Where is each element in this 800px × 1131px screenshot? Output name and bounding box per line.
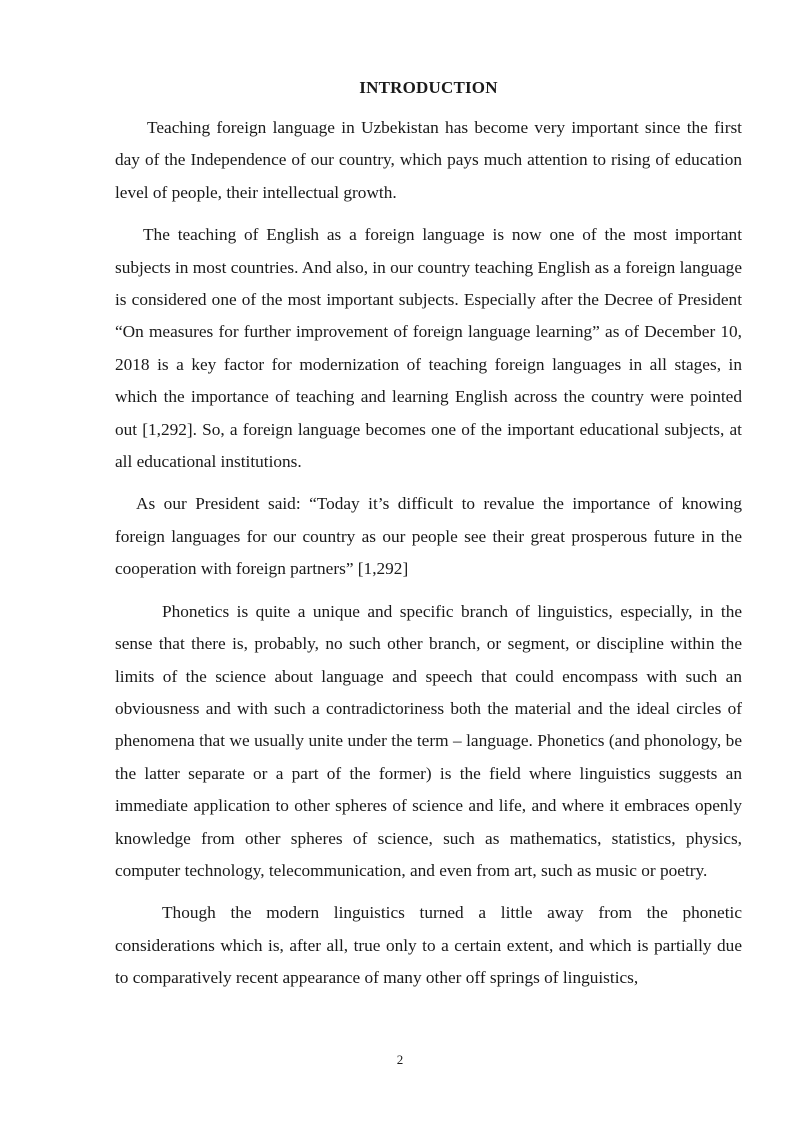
section-heading: INTRODUCTION	[359, 78, 498, 97]
document-page	[115, 78, 742, 995]
paragraph-2: The teaching of English as a foreign language is now one of the most important subjects in most countries. And also, in our country teaching English as a foreign language is considered one of the most important subjects. Especially after the Decree of President “On measures for further improvement of foreign language learning” as of December 10, 2018 is a key factor for modernization of teaching foreign languages in all stages, in which the importance of teaching and learning English across the country were pointed out [1,292]. So, a foreign language becomes one of the important educational subjects, at all educational institutions.	[115, 225, 742, 472]
paragraph-1: Teaching foreign language in Uzbekistan has become very important since the first day of the Independence of our country, which pays much attention to rising of education level of people, their intellectual growth.	[115, 118, 742, 202]
paragraph-3: As our President said: “Today it’s difficult to revalue the importance of knowing foreign languages for our country as our people see their great prosperous future in the cooperation with foreign partners” [1,292]	[115, 494, 742, 579]
page-number: 2	[396, 1052, 404, 1067]
paragraph-5: Though the modern linguistics turned a little away from the phonetic considerations which is, after all, true only to a certain extent, and which is partially due to comparatively recent appearance of many other off springs of linguistics,	[115, 903, 742, 988]
paragraph-4: Phonetics is quite a unique and specific branch of linguistics, especially, in the sense that there is, probably, no such other branch, or segment, or discipline within the limits of the science about language and speech that could encompass with such an obviousness and with such a contradictoriness both the material and the ideal circles of phenomena that we usually unite under the term – language. Phonetics (and phonology, be the latter separate or a part of the former) is the field where linguistics suggests an immediate application to other spheres of science and life, and where it embraces openly knowledge from other spheres of science, such as mathematics, statistics, physics, computer technology, telecommunication, and even from art, such as music or poetry.	[115, 601, 742, 880]
